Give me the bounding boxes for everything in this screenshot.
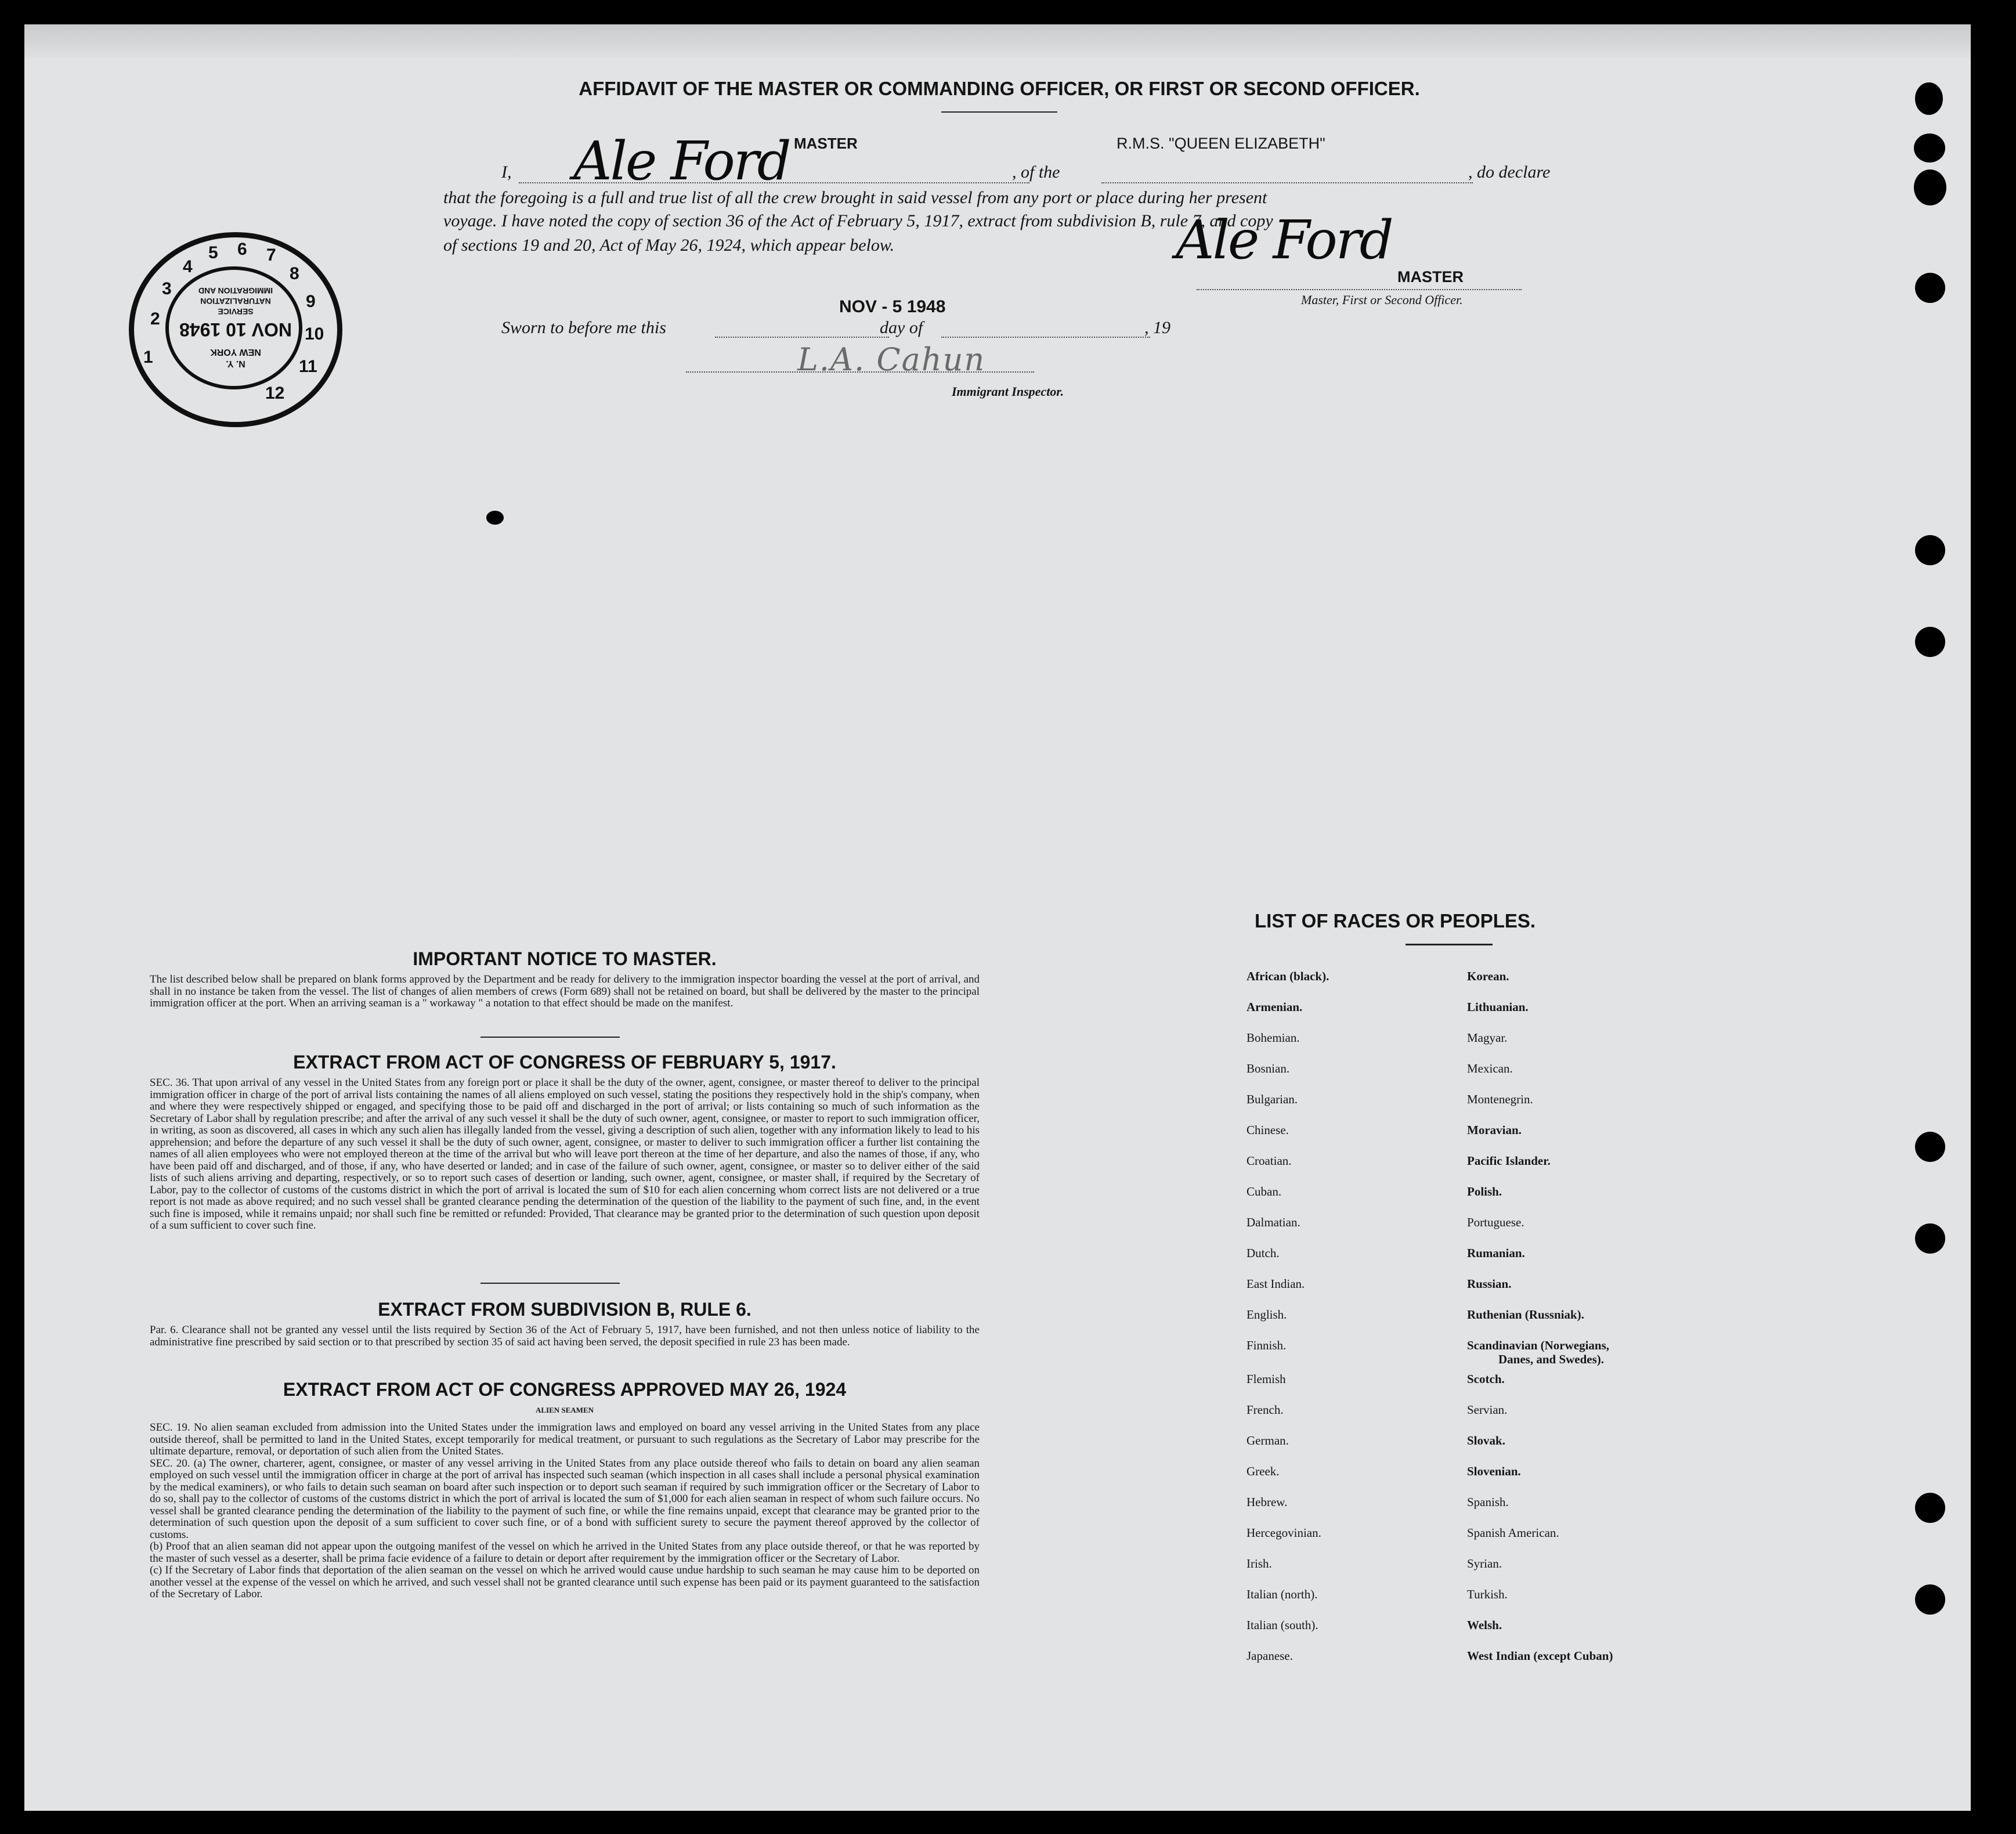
declaration-line-4: of sections 19 and 20, Act of May 26, 1924, which appear below. [443,236,895,255]
extract-2-wrap [150,1324,980,1348]
declaration-line-2: that the foregoing is a full and true list of all the crew brought in said vessel from any port or place during her present [443,188,1267,207]
race-item: Korean. [1467,969,1509,983]
race-item: Magyar. [1467,1031,1508,1045]
stamp-line: IMMIGRATION AND [198,286,273,295]
i-label: I, [501,163,512,182]
race-item: Lithuanian. [1467,1000,1529,1014]
race-item: Montenegrin. [1467,1092,1533,1106]
race-item: French. [1247,1403,1284,1417]
race-item: Armenian. [1247,1000,1303,1014]
do-declare-label: , do declare [1468,163,1551,182]
binder-hole [1915,82,1943,115]
notice-body: The list described below shall be prepared on blank forms approved by the Department and be ready for delivery to the immigration inspector boarding the vessel at the port of arrival, and shall in no instance be taken from the vessel. The list of changes of alien members of crews (Form 689) shall not be retained on board, but shall be delivered by the master to the principal immigration officer at the port. When an arriving seaman is a " workaway " a notation to that effect should be made on the manifest. [150,973,980,1009]
master-signature: Ale Ford [573,130,790,192]
race-item: Dalmatian. [1247,1215,1300,1229]
race-item: Turkish. [1467,1587,1508,1601]
extract-3-sec20c: (c) If the Secretary of Labor finds that deportation of the alien seaman on the vessel on which he arrived would cause undue hardship to such seaman he may cause him to be deported on another vessel at the expense of the vessel on which he arrived, and such vessel shall not be granted clearance until such expense has been paid or its payment guaranteed to the satisfaction of the Secretary of Labor. [150,1564,980,1600]
title-underline [941,111,1057,113]
race-item: Pacific Islander. [1467,1154,1551,1168]
stamp-number: 2 [150,309,160,328]
race-item: Hercegovinian. [1247,1526,1321,1540]
extract-3-subtitle: ALIEN SEAMEN [535,1406,594,1414]
race-item: Bulgarian. [1247,1092,1298,1106]
race-item: Cuban. [1247,1185,1282,1198]
race-item: Greek. [1247,1464,1280,1478]
rank-label: MASTER [794,135,858,152]
officer-caption: Master, First or Second Officer. [1301,293,1463,307]
extract-3-wrap [150,1422,980,1601]
race-item: Scotch. [1467,1372,1505,1386]
race-item: Ruthenian (Russniak). [1467,1308,1584,1322]
ink-blot [486,511,504,525]
binder-hole [1915,273,1945,303]
extract-3-sec20a: SEC. 20. (a) The owner, charterer, agent, consignee, or master of any vessel arriving in the United States from any place outside thereof who fails to detain on board any alien seaman employed on such vessel until the immigration officer in charge at the port of arrival has inspected such seaman (which inspection in all cases shall include a personal physical examination by the medical examiners), or who fails to detain such seaman on board after such inspection or to deport such seaman if required by such immigration officer or the Secretary of Labor to do so, shall pay to the collector of customs of the customs district in which the port of arrival is located the sum of $1,000 for each alien seaman in respect of whom such failure occurs. No vessel shall be granted clearance pending the determination of the liability to the payment of such fine, or while the fine remains unpaid, except that clearance may be granted prior to the determination of such question upon the deposit of a sum sufficient to cover such fine, or of a bond with sufficient surety to secure the payment thereof approved by the collector of customs. [150,1457,980,1541]
race-item: Hebrew. [1247,1495,1288,1509]
stamp-number: 12 [265,384,285,403]
extract-3-title: EXTRACT FROM ACT OF CONGRESS APPROVED MAY 26, 1924 [283,1379,847,1400]
race-item: Spanish American. [1467,1526,1559,1540]
binder-hole [1915,1493,1945,1523]
stamp-number: 6 [237,240,247,259]
extract-1-wrap [150,1077,980,1232]
stamp-line: SERVICE [218,307,254,316]
race-item: Finnish. [1247,1338,1287,1352]
day-of-label: day of [880,318,923,337]
race-item: Japanese. [1247,1649,1293,1663]
stamp-line: NEW YORK [210,347,261,357]
binder-hole [1915,1223,1945,1254]
inspector-caption: Immigrant Inspector. [952,384,1064,399]
binder-hole [1915,1132,1945,1162]
race-item: Croatian. [1247,1154,1292,1168]
stamp-line: N. Y. [226,359,245,369]
race-item: German. [1247,1434,1289,1447]
stamp-number: 5 [208,243,218,262]
ship-line [1101,182,1473,183]
race-item: English. [1247,1308,1287,1322]
binder-hole [1914,133,1945,163]
divider [480,1037,620,1038]
race-item: Scandinavian (Norwegians, [1467,1338,1610,1352]
race-item: Flemish [1247,1372,1286,1386]
year-label: , 19 [1144,318,1170,337]
affidavit-title: AFFIDAVIT OF THE MASTER OR COMMANDING OFFICER, OR FIRST OR SECOND OFFICER. [579,78,1420,99]
ship-name: R.M.S. "QUEEN ELIZABETH" [1117,135,1325,152]
extract-3-sec19: SEC. 19. No alien seaman excluded from admission into the United States under the immigration laws and employed on board any vessel arriving in the United States from any place outside thereof, shall be permitted to land in the United States, except temporarily for medical treatment, or pursuant to such regulations as the Secretary of Labor may prescribe for the ultimate departure, removal, or deportation of such alien from the United States. [150,1421,980,1457]
declaration-line-3: voyage. I have noted the copy of section 36 of the Act of February 5, 1917, extract from subdivision B, rule 7, and copy [443,211,1273,230]
date-stamp: NOV - 5 1948 [839,297,946,316]
race-item: Polish. [1467,1185,1502,1198]
extract-1-body: SEC. 36. That upon arrival of any vessel in the United States from any foreign port or place it shall be the duty of the owner, agent, consignee, or master thereof to deliver to the principal immigration officer in charge of the port of arrival lists containing the names of all aliens employed on such vessel, stating the positions they respectively hold in the ship's company, when and where they were respectively shipped or engaged, and specifying those to be paid off and discharged in the port of arrival; or lists containing so much of such information as the Secretary of Labor shall by regulation prescribe; and after the arrival of any such vessel it shall be the duty of such owner, agent, consignee, or master to report to such immigration officer, in writing, as soon as discovered, all cases in which any such alien has illegally landed from the vessel, giving a description of such alien, together with any information likely to lead to his apprehension; and before the departure of any such vessel it shall be the duty of such owner, agent, consignee, or master to deliver to such immigration officer a further list containing the names of all alien employees who were not employed thereon at the time of the arrival but who will leave port thereon at the time of her departure, and also the names of those, if any, who have been paid off and discharged, and of those, if any, who have deserted or landed; and in case of the failure of such owner, agent, consignee, or master so to deliver either of the said lists of such aliens arriving and departing, respectively, or so to report such cases of desertion or landing, such owner, agent, consignee, or master shall, if required by the Secretary of Labor, pay to the collector of customs of the customs district in which the port of arrival is located the sum of $10 for each alien concerning whom correct lists are not delivered or a true report is not made as above required; and no such vessel shall be granted clearance pending the determination of the question of the liability to the payment of such fine, and, in the event such fine is imposed, while it remains unpaid; nor shall such fine be remitted or refunded: Provided, That clearance may be granted prior to the determination of such question upon deposit of a sum sufficient to cover such fine. [150,1077,980,1232]
race-item: East Indian. [1247,1277,1305,1291]
document-page [24,24,1971,1811]
race-item: Mexican. [1467,1062,1513,1075]
race-item: African (black). [1247,969,1329,983]
race-item: Slovenian. [1467,1464,1521,1478]
stamp-number: 11 [299,357,317,376]
stamp-date: NOV 10 1948 [179,319,292,340]
stamp-number: 4 [183,257,193,276]
race-item: Danes, and Swedes). [1498,1352,1605,1366]
race-item: Portuguese. [1467,1215,1524,1229]
binder-hole [1915,535,1945,565]
of-the-label: , of the [1012,163,1060,182]
race-item: Moravian. [1467,1123,1522,1137]
race-item: Rumanian. [1467,1246,1525,1260]
officer-rank: MASTER [1397,268,1464,286]
extract-2-body: Par. 6. Clearance shall not be granted any vessel until the lists required by Section 36 of the Act of February 5, 1917, have been furnished, and not then unless notice of liability to the administrative fine prescribed by said section or to that prescribed by section 35 of said act having been served, the deposit specified in rule 23 has been made. [150,1324,980,1348]
stamp-number: 7 [266,246,276,265]
race-item: Dutch. [1247,1246,1280,1260]
stamp-line: NATURALIZATION [200,297,271,306]
race-item: West Indian (except Cuban) [1467,1649,1613,1663]
race-item: Bohemian. [1247,1031,1300,1045]
race-item: Bosnian. [1247,1062,1290,1075]
immigration-stamp [129,232,342,427]
extract-3-sec20b: (b) Proof that an alien seaman did not appear upon the outgoing manifest of the vessel on which he arrived in the United States from any place outside thereof, or that he was reported by the master of such vessel as a deserter, shall be prima facie evidence of a failure to detain or deport after requirement by the immigration officer or the Secretary of Labor. [150,1540,980,1565]
inspector-line [686,371,1034,373]
sworn-day-line [715,337,889,338]
extract-1-title: EXTRACT FROM ACT OF CONGRESS OF FEBRUARY 5, 1917. [293,1052,836,1073]
notice-title: IMPORTANT NOTICE TO MASTER. [413,948,717,969]
race-item: Welsh. [1467,1618,1502,1632]
officer-signature: Ale Ford [1176,209,1392,271]
race-item: Servian. [1467,1403,1508,1417]
binder-hole [1914,169,1946,205]
extract-2-title: EXTRACT FROM SUBDIVISION B, RULE 6. [378,1299,752,1320]
notice-body-wrap [150,974,980,1010]
race-item: Russian. [1467,1277,1512,1291]
binder-hole [1915,627,1945,657]
race-item: Chinese. [1247,1123,1289,1137]
stamp-number: 10 [305,324,324,344]
race-item: Spanish. [1467,1495,1509,1509]
stamp-number: 9 [306,292,316,311]
race-item: Irish. [1247,1557,1272,1571]
scan-edge [24,24,1971,58]
race-item: Syrian. [1467,1557,1502,1571]
races-title: LIST OF RACES OR PEOPLES. [1255,910,1536,932]
inspector-signature: L.A. Cahun [797,341,986,378]
sworn-label: Sworn to before me this [501,318,666,337]
stamp-number: 1 [143,348,153,367]
divider [480,1283,620,1284]
race-item: Slovak. [1467,1434,1505,1447]
races-underline [1406,944,1493,945]
race-item: Italian (south). [1247,1618,1318,1632]
stamp-number: 3 [162,279,172,298]
race-item: Italian (north). [1247,1587,1318,1601]
stamp-number: 8 [290,264,299,283]
officer-line [1197,289,1522,290]
binder-hole [1915,1584,1945,1615]
sworn-month-line [941,337,1150,338]
